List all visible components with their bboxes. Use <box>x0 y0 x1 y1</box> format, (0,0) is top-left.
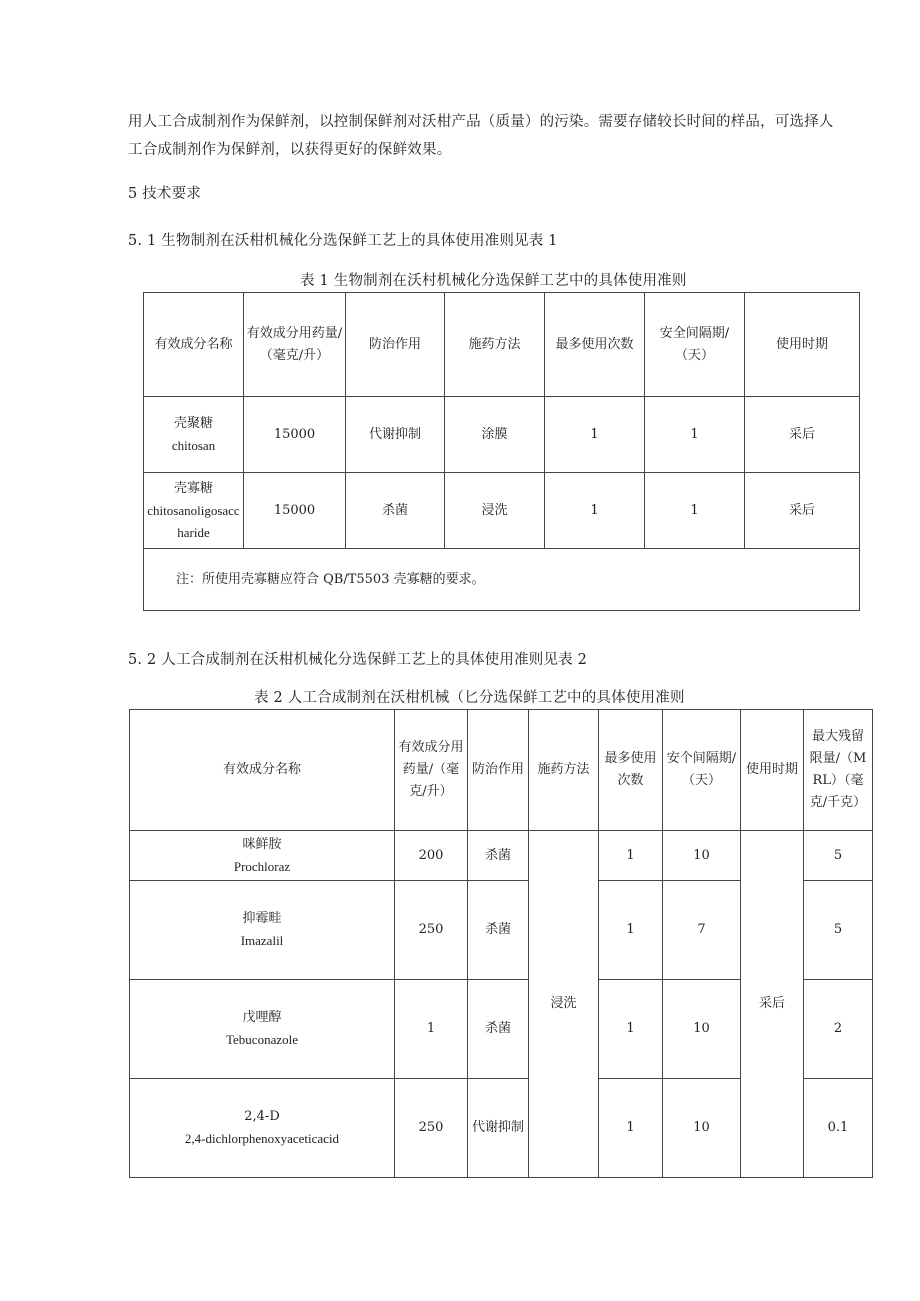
t2-header-period: 使用时期 <box>741 710 804 831</box>
table-row <box>144 397 860 473</box>
t1-cell-effect: 代谢抑制 <box>346 397 445 473</box>
t2-cell-mrl: 5 <box>804 881 873 980</box>
t1-cell-dose: 15000 <box>244 397 346 473</box>
t1-header-effect: 防治作用 <box>346 293 445 397</box>
t1-header-name: 有效成分名称 <box>144 293 244 397</box>
section-5-2-text: 5. 2 人工合成制剂在沃柑机械化分选保鲜工艺上的具体使用准则见表 2 <box>128 652 588 668</box>
t1-header-dose: 有效成分用药量/（毫克/升） <box>244 293 346 397</box>
t2-cell-dose: 250 <box>395 1079 468 1178</box>
t2-cell-interval: 7 <box>663 881 741 980</box>
section-heading: 5 技术要求 <box>128 186 202 202</box>
t2-cell-dose: 1 <box>395 980 468 1079</box>
t2-cell-max-times: 1 <box>599 980 663 1079</box>
t1-name-cn: 壳寡糖 <box>173 480 213 496</box>
t2-header-method: 施药方法 <box>529 710 599 831</box>
t1-header-method: 施药方法 <box>445 293 545 397</box>
t1-cell-dose: 15000 <box>244 473 346 549</box>
t1-name-cn: 壳聚糖 <box>173 415 213 431</box>
t1-cell-name <box>144 473 244 549</box>
t2-header-mrl: 最大残留限量/（MRL）（毫克/千克） <box>804 710 873 831</box>
table-1-note-row <box>144 549 860 611</box>
table-1-caption: 表 1 生物制剂在沃村机械化分选保鲜工艺中的具体使用准则 <box>300 273 687 289</box>
table-row <box>130 831 873 881</box>
t1-cell-period: 采后 <box>745 473 860 549</box>
t2-cell-mrl: 0.1 <box>804 1079 873 1178</box>
t1-cell-max-times: 1 <box>545 397 645 473</box>
t2-name-en: Tebuconazole <box>226 1032 298 1047</box>
intro-line-2: 工合成制剂作为保鲜剂，以获得更好的保鲜效果。 <box>128 142 452 158</box>
t1-cell-name <box>144 397 244 473</box>
table-2 <box>129 709 873 1178</box>
t2-cell-method-merged: 浸洗 <box>529 831 599 1178</box>
t1-cell-period: 采后 <box>745 397 860 473</box>
t2-name-cn: 抑霉畦 <box>242 911 282 926</box>
t1-header-period: 使用时期 <box>745 293 860 397</box>
intro-paragraph <box>128 108 876 164</box>
t2-cell-name <box>130 831 395 881</box>
t2-cell-interval: 10 <box>663 1079 741 1178</box>
t1-name-en: chitosanoligosaccharide <box>147 502 240 540</box>
t2-name-en: Imazalil <box>240 933 284 948</box>
t2-cell-effect: 杀菌 <box>468 980 529 1079</box>
t1-note: 注：所使用壳寡糖应符合 QB/T5503 壳寡糖的要求。 <box>144 549 860 611</box>
intro-line-1: 用人工合成制剂作为保鲜剂，以控制保鲜剂对沃柑产品（质量）的污染。需要存储较长时间的样品，可选择人 <box>128 114 834 130</box>
t2-cell-max-times: 1 <box>599 1079 663 1178</box>
t1-cell-effect: 杀菌 <box>346 473 445 549</box>
table-row <box>144 473 860 549</box>
t1-cell-interval: 1 <box>645 397 745 473</box>
t2-cell-effect: 代谢抑制 <box>468 1079 529 1178</box>
t1-header-interval: 安全间隔期/（天） <box>645 293 745 397</box>
t2-cell-dose: 200 <box>395 831 468 881</box>
t2-cell-name <box>130 980 395 1079</box>
table-1-header-row <box>144 293 860 397</box>
t2-header-interval: 安个间隔期/（天） <box>663 710 741 831</box>
t2-cell-interval: 10 <box>663 980 741 1079</box>
t2-name-cn: 2,4-D <box>244 1109 280 1124</box>
t2-cell-mrl: 2 <box>804 980 873 1079</box>
t2-cell-effect: 杀菌 <box>468 881 529 980</box>
t2-header-max-times: 最多使用次数 <box>599 710 663 831</box>
table-2-caption: 表 2 人工合成制剂在沃柑机械（匕分选保鲜工艺中的具体使用准则 <box>254 690 685 706</box>
t1-cell-interval: 1 <box>645 473 745 549</box>
t1-header-max-times: 最多使用次数 <box>545 293 645 397</box>
t2-cell-max-times: 1 <box>599 881 663 980</box>
table-2-header-row <box>130 710 873 831</box>
t2-cell-name <box>130 1079 395 1178</box>
t2-header-name: 有效成分名称 <box>130 710 395 831</box>
t2-cell-interval: 10 <box>663 831 741 881</box>
t2-cell-effect: 杀菌 <box>468 831 529 881</box>
t2-cell-dose: 250 <box>395 881 468 980</box>
table-1 <box>143 292 860 611</box>
section-5-1-text: 5. 1 生物制剂在沃柑机械化分选保鲜工艺上的具体使用准则见表 1 <box>128 233 558 249</box>
t2-cell-max-times: 1 <box>599 831 663 881</box>
t2-name-en: Prochloraz <box>233 858 291 874</box>
t1-cell-max-times: 1 <box>545 473 645 549</box>
t1-cell-method: 浸洗 <box>445 473 545 549</box>
t1-name-en: chitosan <box>171 437 216 453</box>
t2-cell-name <box>130 881 395 980</box>
t2-name-en: 2,4-dichlorphenoxyaceticacid <box>184 1131 340 1146</box>
t1-cell-method: 涂膜 <box>445 397 545 473</box>
t2-cell-mrl: 5 <box>804 831 873 881</box>
t2-name-cn: 咪鲜胺 <box>242 836 282 852</box>
t2-cell-period-merged: 采后 <box>741 831 804 1178</box>
t2-header-dose: 有效成分用药量/（毫克/升） <box>395 710 468 831</box>
t2-header-effect: 防治作用 <box>468 710 529 831</box>
t2-name-cn: 戊哩醇 <box>242 1010 282 1025</box>
